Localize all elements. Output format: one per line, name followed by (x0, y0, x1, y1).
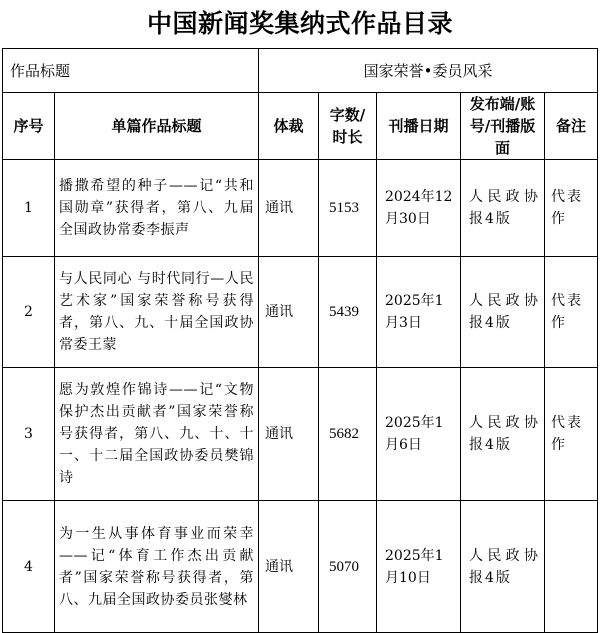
category-label: 作品标题 (3, 49, 259, 93)
cell-outlet: 人民政协报4版 (461, 160, 545, 257)
cell-date: 2025年1月3日 (377, 257, 461, 368)
header-genre: 体裁 (259, 93, 319, 160)
header-words: 字数/时长 (319, 93, 377, 160)
cell-title: 愿为敦煌作锦诗——记“文物保护杰出贡献者”国家荣誉称号获得者，第八、九、十、十一、十二届全国政协委员樊锦诗 (55, 368, 259, 501)
cell-outlet: 人民政协报4版 (461, 368, 545, 501)
cell-date: 2024年12月30日 (377, 160, 461, 257)
header-seq: 序号 (3, 93, 55, 160)
header-note: 备注 (545, 93, 598, 160)
cell-note: 代表作 (545, 368, 598, 501)
header-outlet: 发布端/账号/刊播版面 (461, 93, 545, 160)
cell-genre: 通讯 (259, 257, 319, 368)
cell-words: 5682 (319, 368, 377, 501)
cell-genre: 通讯 (259, 501, 319, 633)
cell-genre: 通讯 (259, 368, 319, 501)
category-value: 国家荣誉•委员风采 (259, 49, 598, 93)
cell-words: 5439 (319, 257, 377, 368)
cell-seq: 1 (3, 160, 55, 257)
table-row (3, 501, 598, 633)
cell-seq: 4 (3, 501, 55, 633)
document-title: 中国新闻奖集纳式作品目录 (146, 9, 453, 38)
cell-seq: 2 (3, 257, 55, 368)
header-date: 刊播日期 (377, 93, 461, 160)
cell-title: 与人民同心 与时代同行—人民艺术家”国家荣誉称号获得者，第八、九、十届全国政协常委王蒙 (55, 257, 259, 368)
category-row (3, 49, 598, 93)
cell-words: 5070 (319, 501, 377, 633)
cell-seq: 3 (3, 368, 55, 501)
cell-note (545, 501, 598, 633)
cell-title: 为一生从事体育事业而荣幸——记“体育工作杰出贡献者”国家荣誉称号获得者，第八、九届全国政协委员张燮林 (55, 501, 259, 633)
cell-genre: 通讯 (259, 160, 319, 257)
cell-note: 代表作 (545, 160, 598, 257)
cell-date: 2025年1月10日 (377, 501, 461, 633)
table-header-row (3, 93, 598, 160)
table-row (3, 368, 598, 501)
table-row (3, 160, 598, 257)
cell-words: 5153 (319, 160, 377, 257)
cell-date: 2025年1月6日 (377, 368, 461, 501)
cell-note: 代表作 (545, 257, 598, 368)
header-title: 单篇作品标题 (55, 93, 259, 160)
cell-title: 播撒希望的种子——记“共和国勋章”获得者，第八、九届全国政协常委李振声 (55, 160, 259, 257)
works-catalog-table (2, 48, 598, 633)
cell-outlet: 人民政协报4版 (461, 501, 545, 633)
cell-outlet: 人民政协报4版 (461, 257, 545, 368)
table-row (3, 257, 598, 368)
